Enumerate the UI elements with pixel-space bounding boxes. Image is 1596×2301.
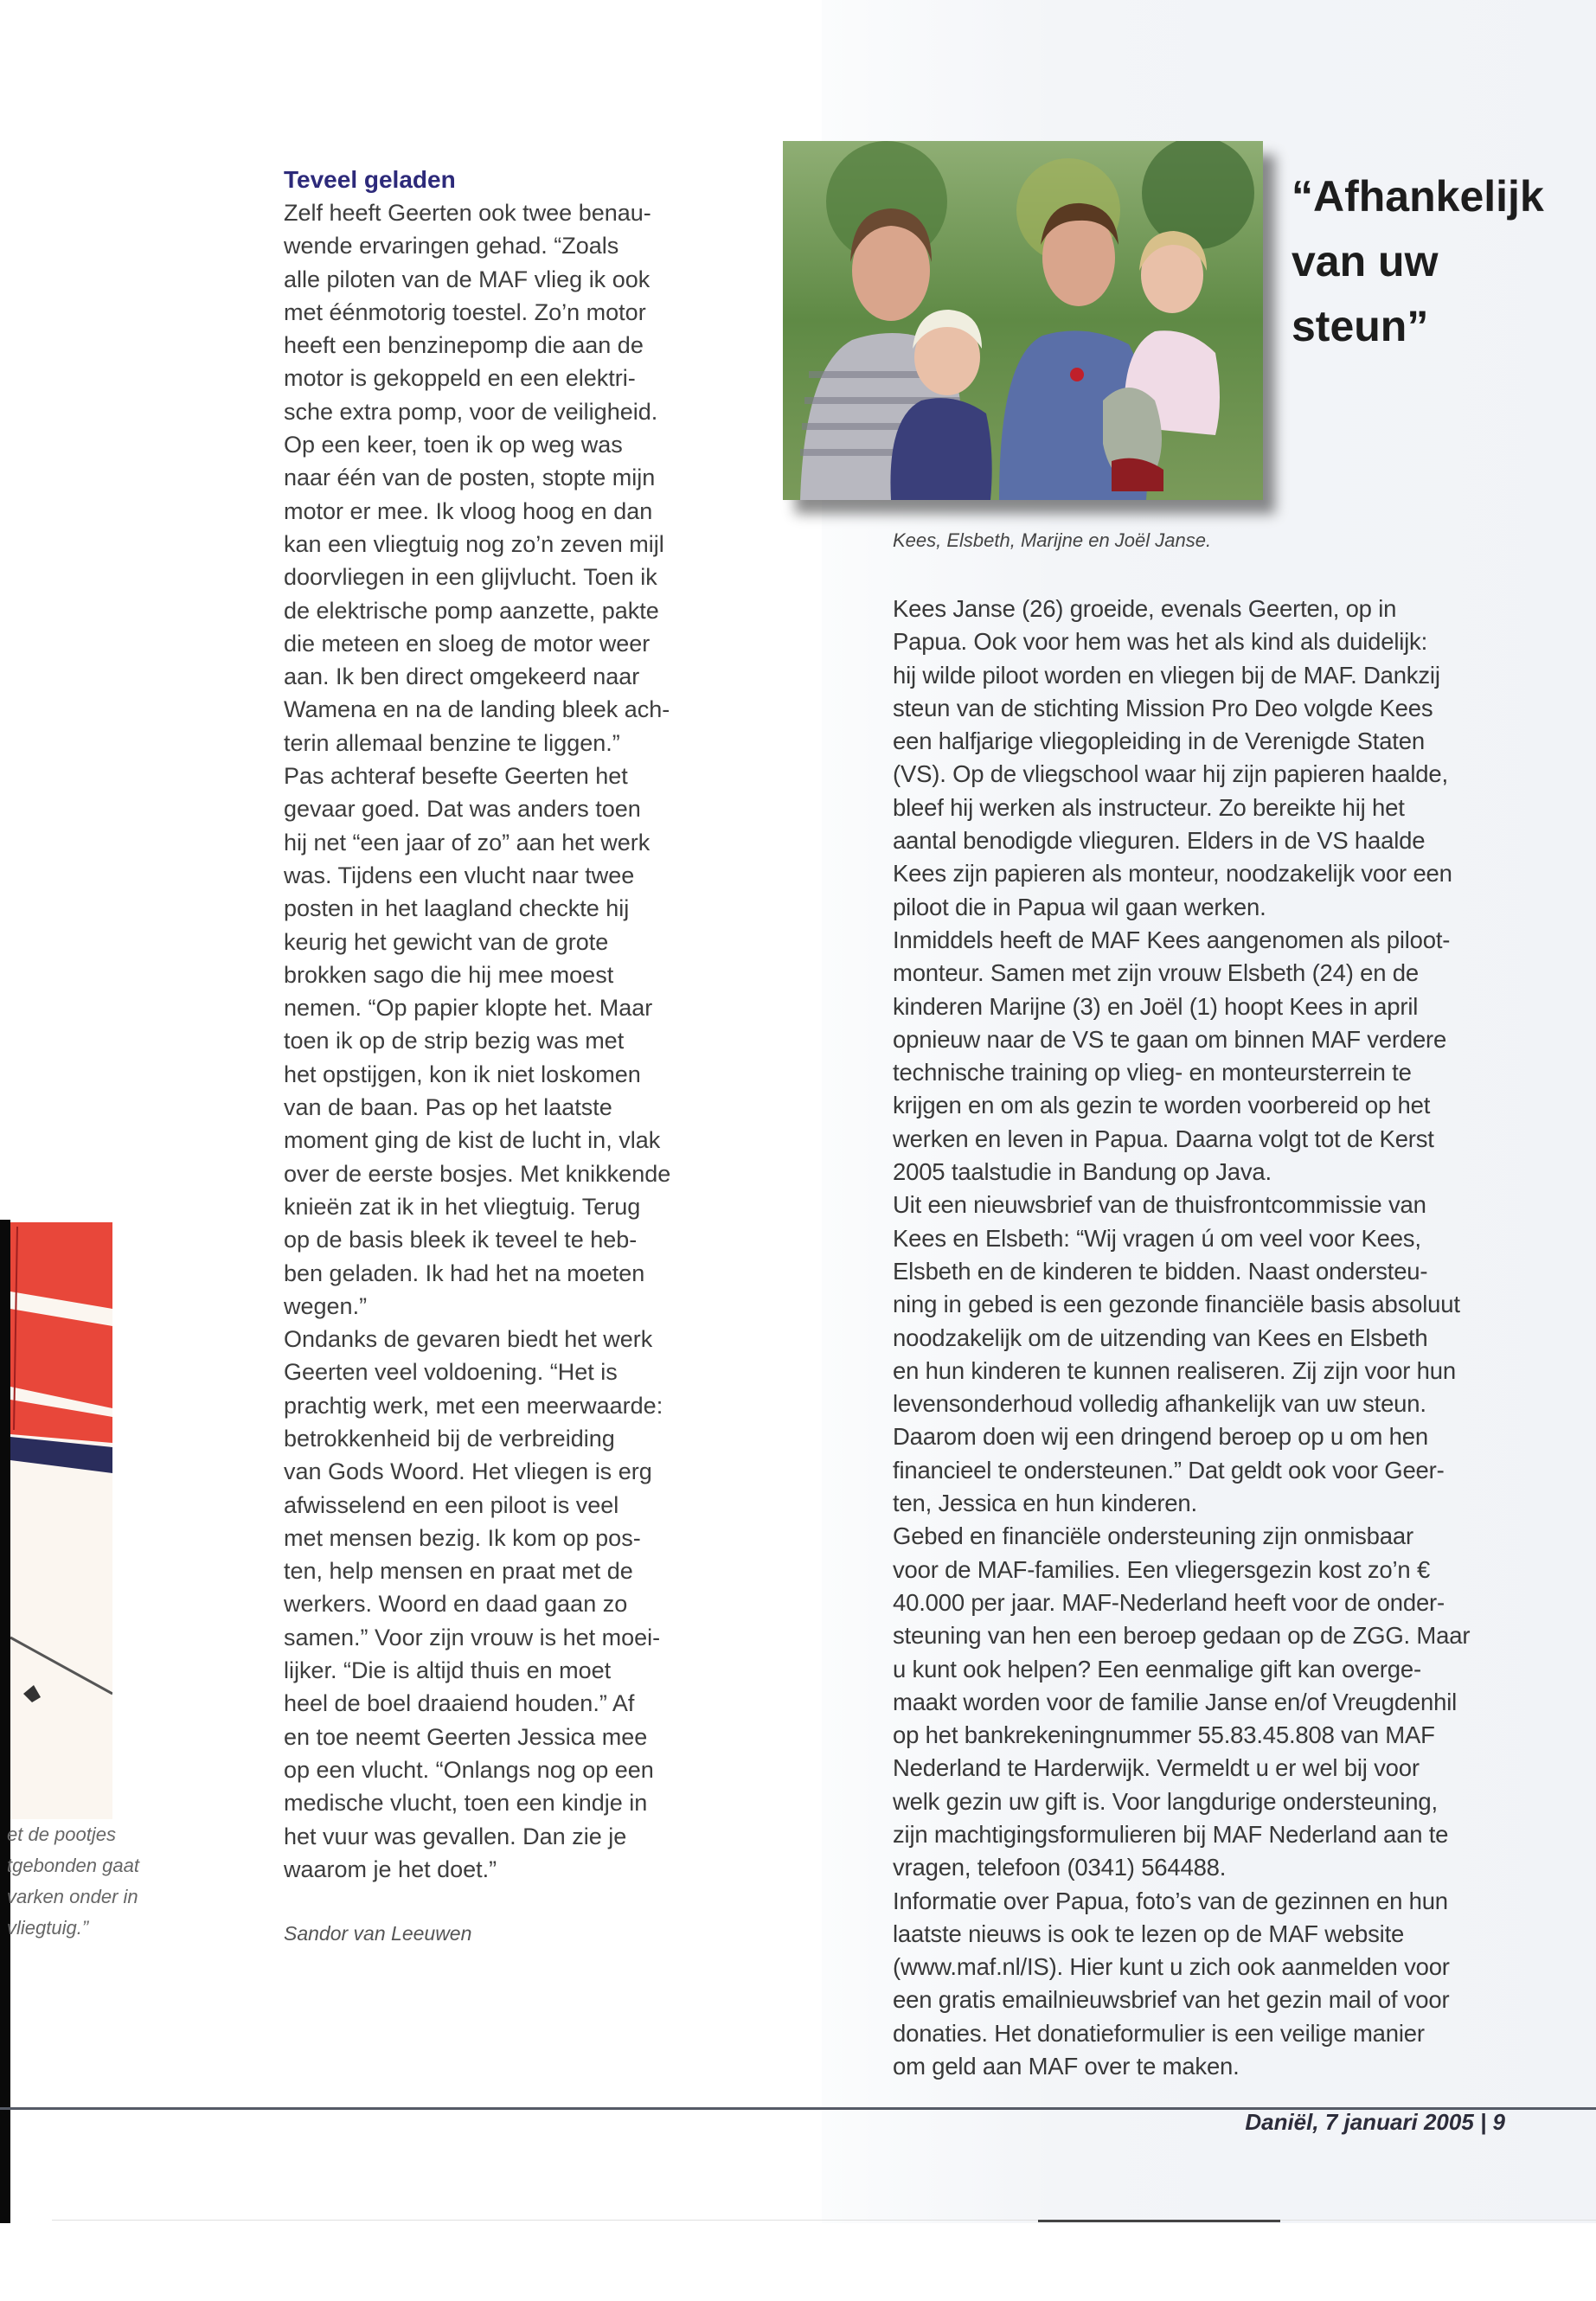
text-line: Nederland te Harderwijk. Vermeldt u er wel bij voor — [893, 1754, 1420, 1782]
text-line: Kees Janse (26) groeide, evenals Geerten, op in — [893, 595, 1397, 622]
text-line: brokken sago die hij mee moest — [284, 961, 614, 988]
text-line: 2005 taalstudie in Bandung op Java. — [893, 1158, 1272, 1186]
caption-line: et de pootjes — [7, 1823, 116, 1845]
headline-line: “Afhankelijk — [1292, 172, 1544, 221]
text-line: van Gods Woord. Het vliegen is erg — [284, 1458, 652, 1485]
text-line: heeft een benzinepomp die aan de — [284, 332, 644, 359]
text-line: knieën zat ik in het vliegtuig. Terug — [284, 1193, 641, 1220]
headline-line: van uw — [1292, 237, 1439, 285]
page-edge-shadow — [0, 1220, 10, 2223]
text-line: alle piloten van de MAF vlieg ik ook — [284, 266, 651, 292]
text-line: Pas achteraf besefte Geerten het — [284, 763, 628, 790]
text-line: met éénmotorig toestel. Zo’n motor — [284, 298, 646, 325]
text-line: om geld aan MAF over te maken. — [893, 2053, 1240, 2080]
left-photo-caption — [7, 1819, 139, 1944]
text-line: laatste nieuws is ook te lezen op de MAF website — [893, 1920, 1405, 1947]
text-line: Ondanks de gevaren biedt het werk — [284, 1326, 653, 1353]
text-line: waarom je het doet.” — [284, 1856, 497, 1882]
text-line: lijker. “Die is altijd thuis en moet — [284, 1657, 612, 1684]
section-heading: Teveel geladen — [284, 166, 456, 193]
text-line: doorvliegen in een glijvlucht. Toen ik — [284, 564, 657, 591]
left-text-column — [284, 196, 670, 1886]
text-line: kan een vliegtuig nog zo’n zeven mijl — [284, 530, 664, 557]
text-line: van de baan. Pas op het laatste — [284, 1094, 612, 1121]
airplane-photo-fragment — [10, 1222, 112, 1819]
text-line: bleef hij werken als instructeur. Zo bereikte hij het — [893, 793, 1405, 821]
text-line: het vuur was gevallen. Dan zie je — [284, 1823, 627, 1849]
text-line: Elsbeth en de kinderen te bidden. Naast ondersteu- — [893, 1257, 1428, 1285]
text-line: Kees en Elsbeth: “Wij vragen ú om veel voor Kees, — [893, 1224, 1421, 1252]
text-line: nemen. “Op papier klopte het. Maar — [284, 995, 653, 1022]
text-line: heel de boel draaiend houden.” Af — [284, 1690, 635, 1717]
text-line: met mensen bezig. Ik kom op pos- — [284, 1524, 641, 1551]
text-line: krijgen en om als gezin te worden voorbereid op het — [893, 1092, 1431, 1119]
right-text-column — [893, 593, 1470, 2083]
text-line: hij wilde piloot worden en vliegen bij de MAF. Dankzij — [893, 661, 1440, 689]
text-line: het opstijgen, kon ik niet loskomen — [284, 1061, 641, 1087]
text-line: Kees zijn papieren als monteur, noodzakelijk voor een — [893, 860, 1452, 888]
text-line: op het bankrekeningnummer 55.83.45.808 van MAF — [893, 1721, 1435, 1749]
text-line: noodzakelijk om de uitzending van Kees en Elsbeth — [893, 1324, 1428, 1351]
caption-line: vliegtuig.” — [7, 1917, 89, 1939]
text-line: op een vlucht. “Onlangs nog op een — [284, 1756, 654, 1783]
text-line: moment ging de kist de lucht in, vlak — [284, 1127, 661, 1154]
text-line: 40.000 per jaar. MAF-Nederland heeft voor de onder- — [893, 1588, 1445, 1616]
text-line: maakt worden voor de familie Janse en/of Vreugdenhil — [893, 1688, 1458, 1715]
text-line: de elektrische pomp aanzette, pakte — [284, 597, 659, 624]
text-line: toen ik op de strip bezig was met — [284, 1028, 625, 1054]
text-line: die meteen en sloeg de motor weer — [284, 630, 651, 657]
text-line: steun van de stichting Mission Pro Deo volgde Kees — [893, 694, 1433, 721]
text-line: ning in gebed is een gezonde financiële basis absoluut — [893, 1291, 1460, 1318]
text-line: (www.maf.nl/IS). Hier kunt u zich ook aanmelden voor — [893, 1953, 1450, 1981]
text-line: (VS). Op de vliegschool waar hij zijn papieren haalde, — [893, 760, 1448, 788]
text-line: medische vlucht, toen een kindje in — [284, 1790, 648, 1817]
text-line: zijn machtigingsformulieren bij MAF Nederland aan te — [893, 1820, 1449, 1848]
text-line: betrokkenheid bij de verbreiding — [284, 1425, 615, 1452]
text-line: levensonderhoud volledig afhankelijk van uw steun. — [893, 1390, 1426, 1418]
text-line: naar één van de posten, stopte mijn — [284, 465, 656, 491]
text-line: keurig het gewicht van de grote — [284, 928, 609, 955]
text-line: gevaar goed. Dat was anders toen — [284, 796, 641, 823]
text-line: afwisselend en een piloot is veel — [284, 1491, 619, 1518]
text-line: sche extra pomp, voor de veiligheid. — [284, 398, 658, 425]
page-footer: Daniël, 7 januari 2005 | 9 — [1245, 2109, 1505, 2135]
caption-line: varken onder in — [7, 1886, 138, 1907]
text-line: op de basis bleek ik teveel te heb- — [284, 1227, 638, 1253]
text-line: monteur. Samen met zijn vrouw Elsbeth (24) en de — [893, 959, 1419, 987]
text-line: Uit een nieuwsbrief van de thuisfrontcommissie van — [893, 1191, 1426, 1219]
text-line: Wamena en na de landing bleek ach- — [284, 696, 670, 723]
text-line: vragen, telefoon (0341) 564488. — [893, 1854, 1227, 1881]
text-line: hij net “een jaar of zo” aan het werk — [284, 829, 651, 856]
text-line: wegen.” — [284, 1292, 368, 1319]
text-line: een halfjarige vliegopleiding in de Verenigde Staten — [893, 727, 1425, 755]
text-line: Gebed en financiële ondersteuning zijn onmisbaar — [893, 1522, 1413, 1550]
text-line: donaties. Het donatieformulier is een veilige manier — [893, 2019, 1425, 2047]
text-line: samen.” Voor zijn vrouw is het moei- — [284, 1624, 661, 1650]
photo-caption: Kees, Elsbeth, Marijne en Joël Janse. — [893, 529, 1212, 551]
headline-line: steun” — [1292, 302, 1429, 350]
text-line: over de eerste bosjes. Met knikkende — [284, 1160, 671, 1187]
text-line: ten, Jessica en hun kinderen. — [893, 1490, 1197, 1517]
text-line: werken en leven in Papua. Daarna volgt tot de Kerst — [893, 1125, 1434, 1152]
text-line: Op een keer, toen ik op weg was — [284, 432, 623, 458]
text-line: terin allemaal benzine te liggen.” — [284, 729, 620, 756]
text-line: Daarom doen wij een dringend beroep op u om hen — [893, 1423, 1428, 1451]
text-line: welk gezin uw gift is. Voor langdurige ondersteuning, — [893, 1787, 1438, 1815]
text-line: Informatie over Papua, foto’s van de gezinnen en hun — [893, 1887, 1448, 1914]
text-line: kinderen Marijne (3) en Joël (1) hoopt Kees in april — [893, 992, 1419, 1020]
text-line: piloot die in Papua wil gaan werken. — [893, 893, 1266, 920]
text-line: motor is gekoppeld en een elektri- — [284, 365, 636, 392]
text-line: u kunt ook helpen? Een eenmalige gift kan overge- — [893, 1655, 1421, 1682]
text-line: wende ervaringen gehad. “Zoals — [284, 233, 619, 260]
text-line: opnieuw naar de VS te gaan om binnen MAF verdere — [893, 1025, 1447, 1053]
text-line: aantal benodigde vlieguren. Elders in de VS haalde — [893, 827, 1426, 855]
caption-line: tgebonden gaat — [7, 1855, 139, 1876]
text-line: en hun kinderen te kunnen realiseren. Zij zijn voor hun — [893, 1356, 1456, 1384]
text-line: motor er mee. Ik vloog hoog en dan — [284, 497, 653, 524]
text-line: ben geladen. Ik had het na moeten — [284, 1259, 645, 1286]
text-line: werkers. Woord en daad gaan zo — [284, 1591, 628, 1618]
pull-quote-headline — [1292, 164, 1544, 359]
text-line: steuning van hen een beroep gedaan op de ZGG. Maar — [893, 1622, 1471, 1650]
text-line: en toe neemt Geerten Jessica mee — [284, 1723, 648, 1750]
text-line: financieel te ondersteunen.” Dat geldt ook voor Geer- — [893, 1456, 1445, 1484]
text-line: posten in het laagland checkte hij — [284, 895, 630, 922]
text-line: Inmiddels heeft de MAF Kees aangenomen als piloot- — [893, 926, 1451, 953]
text-line: Zelf heeft Geerten ook twee benau- — [284, 200, 651, 226]
page-bottom-edge — [52, 2220, 1596, 2221]
page-bottom-shadow — [1038, 2220, 1280, 2222]
text-line: Geerten veel voldoening. “Het is — [284, 1359, 618, 1386]
text-line: een gratis emailnieuwsbrief van het gezin mail of voor — [893, 1986, 1450, 2014]
text-line: voor de MAF-families. Een vliegersgezin kost zo’n € — [893, 1555, 1431, 1583]
text-line: was. Tijdens een vlucht naar twee — [284, 862, 635, 888]
text-line: prachtig werk, met een meerwaarde: — [284, 1392, 663, 1419]
family-photo — [783, 141, 1263, 500]
text-line: Papua. Ook voor hem was het als kind als duidelijk: — [893, 628, 1428, 656]
author-byline: Sandor van Leeuwen — [284, 1922, 472, 1945]
text-line: ten, help mensen en praat met de — [284, 1558, 633, 1585]
text-line: aan. Ik ben direct omgekeerd naar — [284, 663, 640, 690]
text-line: technische training op vlieg- en monteursterrein te — [893, 1059, 1412, 1086]
